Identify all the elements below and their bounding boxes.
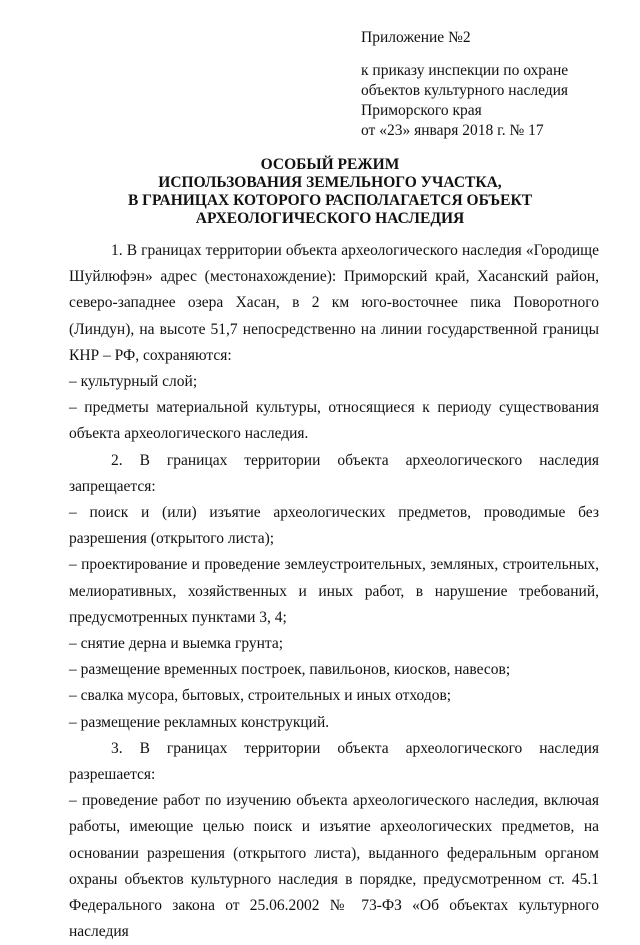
title-line: АРХЕОЛОГИЧЕСКОГО НАСЛЕДИЯ: [195, 210, 465, 227]
list-item: – предметы материальной культуры, относящиеся к периоду существования объекта археологического наследия.: [69, 399, 599, 443]
title-line: ОСОБЫЙ РЕЖИМ: [260, 156, 400, 173]
order-date: от «23» января 2018 г. № 17: [361, 122, 544, 139]
appendix-header: [361, 28, 568, 141]
list-item: – проектирование и проведение землеустроительных, земляных, строительных, мелиоративных, хозяйственных и иных работ, в нарушение требований, предусмотренных пунктами 3, 4;: [69, 556, 599, 626]
order-line: Приморского края: [361, 102, 482, 119]
list-item: – проведение работ по изучению объекта археологического наследия, включая работы, имеющие целью поиск и изъятие археологических предметов, на основании разрешения (открытого листа), выданного федеральным органом охраны объектов культурного наследия в порядке, предусмотренном ст. 45.1 Федерального закона от 25.06.2002 № 73-ФЗ «Об объектах культурного наследия: [69, 792, 599, 941]
list-item: – свалка мусора, бытовых, строительных и иных отходов;: [69, 687, 452, 705]
document-body: [69, 238, 599, 945]
paragraph-3: 3. В границах территории объекта археологического наследия разрешается:: [69, 739, 599, 784]
title-line: В ГРАНИЦАХ КОТОРОГО РАСПОЛАГАЕТСЯ ОБЪЕКТ: [127, 192, 533, 209]
paragraph-2: 2. В границах территории объекта археологического наследия запрещается:: [69, 451, 599, 495]
list-item: – размещение рекламных конструкций.: [69, 713, 330, 731]
list-item: – культурный слой;: [69, 373, 198, 391]
document-title: [60, 156, 600, 228]
appendix-number: Приложение №2: [361, 29, 471, 46]
list-item: – размещение временных построек, павильонов, киосков, навесов;: [69, 661, 511, 679]
order-line: к приказу инспекции по охране: [361, 62, 569, 79]
title-line: ИСПОЛЬЗОВАНИЯ ЗЕМЕЛЬНОГО УЧАСТКА,: [158, 174, 502, 191]
list-item: – снятие дерна и выемка грунта;: [69, 635, 284, 653]
paragraph-1: 1. В границах территории объекта археологического наследия «Городище Шуйлюфэн» адрес (местонахождение): Приморский край, Хасанский район, северо-западнее озера Хасан, в 2 км юго-восточнее пика Поворотного (Линдун), на высоте 51,7 непосредственно на линии государственной границы КНР – РФ, сохраняются:: [69, 242, 599, 364]
order-line: объектов культурного наследия: [361, 82, 569, 99]
list-item: – поиск и (или) изъятие археологических предметов, проводимые без разрешения (открытого листа);: [69, 504, 599, 548]
